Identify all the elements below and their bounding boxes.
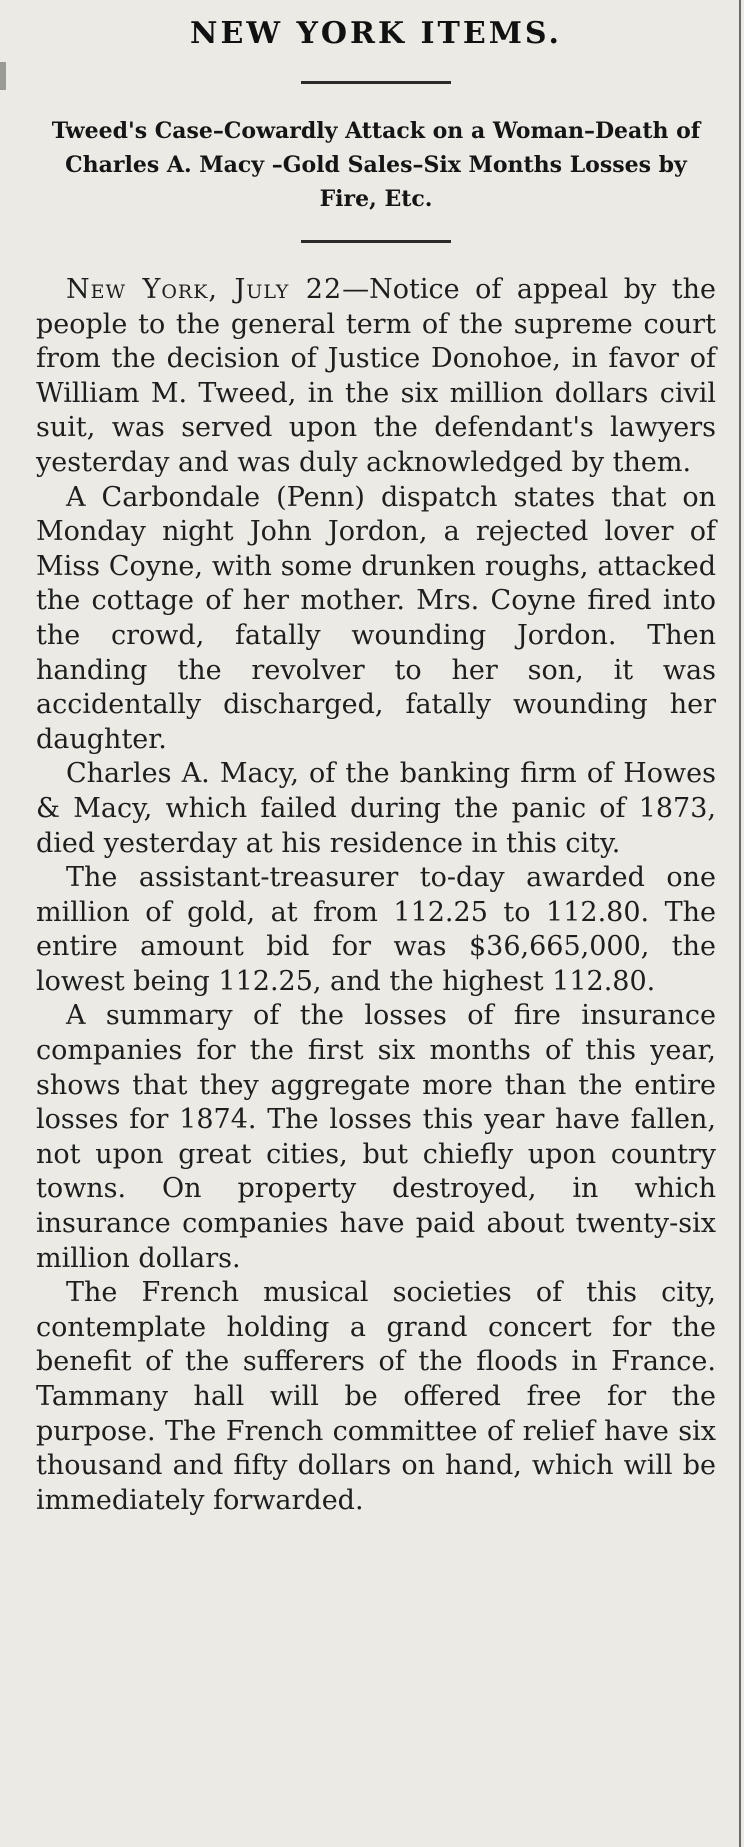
paragraph-carbondale: A Carbondale (Penn) dispatch states that on Monday night John Jordon, a rejected lover of Miss Coyne, with some drunken roughs, attacked the cottage of her mother. Mrs. Coyne fired into the crowd, fatally wounding Jordon. Then handing the revolver to her son, it was accidentally discharged, fatally wounding her daughter.	[36, 481, 716, 755]
paragraph-macy: Charles A. Macy, of the banking firm of Howes & Macy, which failed during the panic of 1873, died yesterday at his residence in this city.	[36, 758, 716, 859]
scan-edge-mark	[0, 62, 6, 90]
headline-rule	[301, 81, 451, 84]
article-column	[36, 0, 716, 1518]
article-body	[36, 273, 716, 1518]
paragraph-tweed	[36, 273, 716, 481]
column-rule	[739, 0, 741, 1847]
paragraph-text: —Notice of appeal by the people to the general term of the supreme court from the decision of Justice Donohoe, in favor of William M. Tweed, in the six million dollars civil suit, was served upon the defendant's lawyers yesterday and was duly acknowledged by them.	[36, 274, 716, 478]
deck-rule	[301, 240, 451, 243]
subheadline-deck: Tweed's Case–Cowardly Attack on a Woman–Death of Charles A. Macy –Gold Sales–Six Months Losses by Fire, Etc.	[51, 118, 701, 212]
paragraph-gold-sales: The assistant-treasurer to-day awarded one million of gold, at from 112.25 to 112.80. The entire amount bid for was $36,665,000, the lowest being 112.25, and the highest 112.80.	[36, 862, 716, 997]
paragraph-french-concert: The French musical societies of this city, contemplate holding a grand concert for the benefit of the sufferers of the floods in France. Tammany hall will be offered free for the purpose. The French committee of relief have six thousand and fifty dollars on hand, which will be immediately forwarded.	[36, 1277, 716, 1516]
paragraph-fire-losses: A summary of the losses of fire insurance companies for the first six months of this year, shows that they aggregate more than the entire losses for 1874. The losses this year have fallen, not upon great cities, but chiefly upon country towns. On property destroyed, in which insurance companies have paid about twenty-six million dollars.	[36, 1000, 716, 1274]
dateline: New York, July 22	[66, 274, 343, 305]
headline: NEW YORK ITEMS.	[190, 16, 562, 51]
